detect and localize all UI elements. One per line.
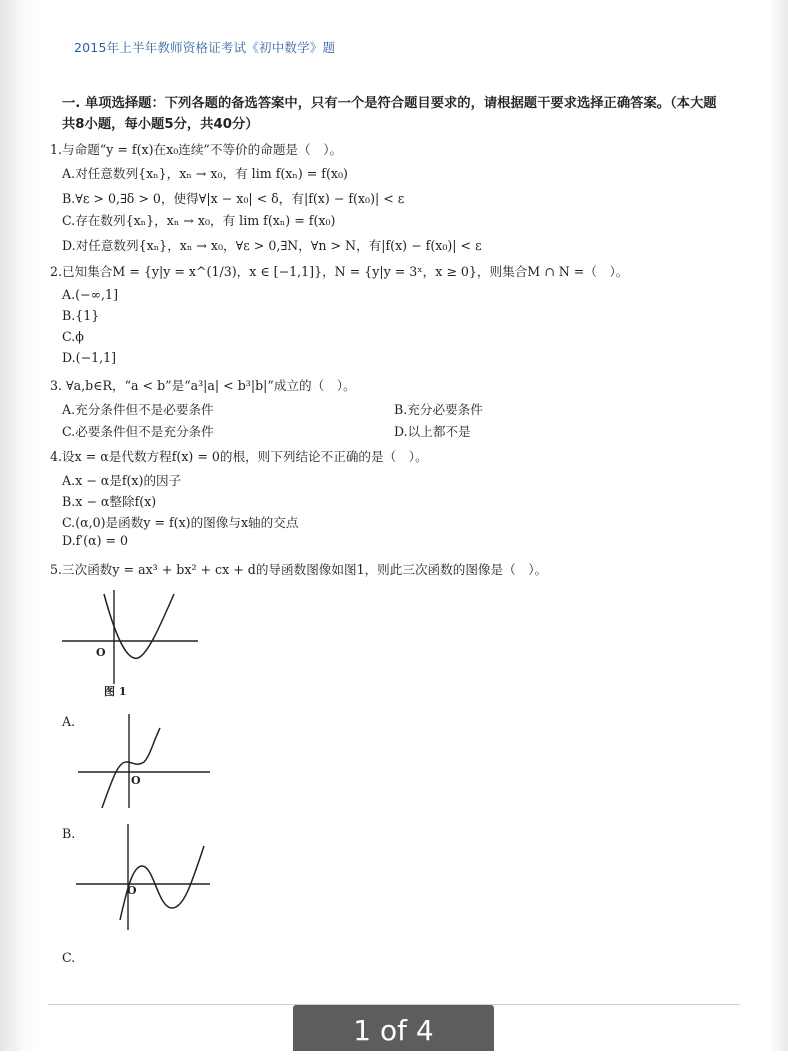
figure-1-derivative-graph bbox=[60, 586, 200, 686]
question-3-option-d: D.以上都不是 bbox=[394, 424, 471, 439]
option-b-graph bbox=[74, 822, 214, 932]
question-4-option-c: C.(α,0)是函数y = f(x)的图像与x轴的交点 bbox=[62, 515, 299, 530]
page-shadow-left bbox=[0, 0, 40, 1051]
option-b-curve bbox=[120, 846, 204, 920]
question-2-stem: 2.已知集合M = {y|y = x^(1/3)，x ∈ [−1,1]}，N = {y|y = 3ˣ，x ≥ 0}，则集合M ∩ N =（ ）。 bbox=[50, 264, 629, 279]
question-1-option-b: B.∀ε > 0,∃δ > 0，使得∀|x − x₀| < δ，有|f(x) − f(x₀)| < ε bbox=[62, 191, 405, 206]
watermark: · bbox=[648, 629, 655, 642]
figure-1-origin-label: O bbox=[96, 646, 106, 659]
question-4-stem: 4.设x = α是代数方程f(x) = 0的根，则下列结论不正确的是（ ）。 bbox=[50, 449, 428, 464]
question-5-option-b-label: B. bbox=[62, 826, 76, 841]
option-a-curve bbox=[102, 728, 160, 808]
question-1-option-d: D.对任意数列{xₙ}，xₙ → x₀，∀ε > 0,∃N，∀n > N，有|f(x) − f(x₀)| < ε bbox=[62, 238, 482, 253]
question-3-option-b: B.充分必要条件 bbox=[394, 402, 483, 417]
document-title: 2015年上半年教师资格证考试《初中数学》题 bbox=[74, 40, 336, 55]
question-5-option-c-label: C. bbox=[62, 950, 76, 965]
watermark: · bbox=[358, 321, 365, 334]
question-1-stem: 1.与命题“y = f(x)在x₀连续”不等价的命题是（ ）。 bbox=[50, 142, 343, 157]
question-4-option-d: D.f′(α) = 0 bbox=[62, 533, 129, 548]
question-2-option-b: B.{1} bbox=[62, 308, 100, 323]
page-shadow-right bbox=[770, 0, 788, 1051]
option-a-origin-label: O bbox=[131, 774, 141, 787]
section-instructions: 一. 单项选择题：下列各题的备选答案中，只有一个是符合题目要求的，请根据题干要求选择正确答案。（本大题共8小题，每小题5分，共40分） bbox=[62, 96, 717, 132]
question-5-option-a-label: A. bbox=[62, 714, 76, 729]
question-3-option-c: C.必要条件但不是充分条件 bbox=[62, 424, 214, 439]
question-3-stem: 3. ∀a,b∈R，“a < b”是“a³|a| < b³|b|”成立的（ ）。 bbox=[50, 378, 356, 393]
question-5-stem: 5.三次函数y = ax³ + bx² + cx + d的导函数图像如图1，则此三次函数的图像是（ ）。 bbox=[50, 562, 548, 577]
question-2-option-c: C.ϕ bbox=[62, 329, 84, 344]
figure-1-caption: 图 1 bbox=[104, 685, 127, 698]
question-4-option-b: B.x − α整除f(x) bbox=[62, 494, 157, 509]
question-4-option-a: A.x − α是f(x)的因子 bbox=[62, 473, 182, 488]
page-indicator: 1 of 4 bbox=[293, 1005, 494, 1051]
question-2-option-d: D.(−1,1] bbox=[62, 350, 117, 365]
question-1-option-c: C.存在数列{xₙ}，xₙ → x₀，有 lim f(xₙ) = f(x₀) bbox=[62, 213, 336, 228]
question-3-option-a: A.充分条件但不是必要条件 bbox=[62, 402, 214, 417]
question-1-option-a: A.对任意数列{xₙ}，xₙ → x₀，有 lim f(xₙ) = f(x₀) bbox=[62, 166, 348, 181]
option-b-origin-label: O bbox=[127, 884, 137, 897]
question-2-option-a: A.(−∞,1] bbox=[62, 287, 118, 302]
option-a-graph bbox=[76, 710, 216, 810]
